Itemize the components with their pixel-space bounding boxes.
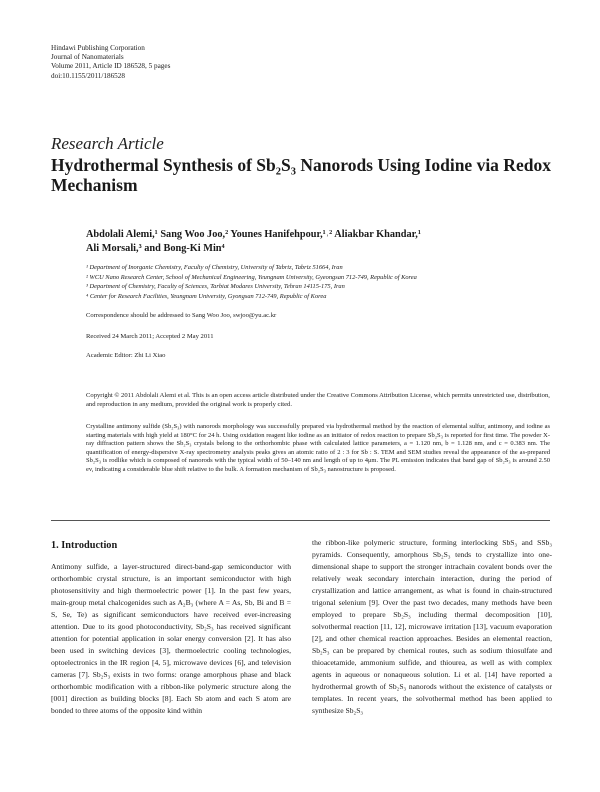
section-divider [51, 520, 550, 521]
author-list [86, 228, 556, 256]
affiliation-4: ⁴ Center for Research Facilities, Yeungnam University, Gyongsan 712-749, Republic of Korea [86, 292, 327, 300]
authors-line-1: Abdolali Alemi,¹ Sang Woo Joo,² Younes Hanifehpour,¹˒² Aliakbar Khandar,¹ [86, 229, 421, 240]
journal-header [51, 44, 170, 81]
authors-line-2: Ali Morsali,³ and Bong-Ki Min⁴ [86, 243, 225, 254]
academic-editor: Academic Editor: Zhi Li Xiao [86, 352, 166, 359]
body-column-left: Antimony sulfide, a layer-structured direct-band-gap semiconductor with orthorhombic crystal structure, is an important semiconductor with high photosensitivity and high thermoelectric power [1]. In the past few years, main-group metal chalcogenides such as A₂B₃ (where A = As, Sb, Bi and B = S, Se, Te) as significant semiconductors have received ever-increasing attention. Due to its good photoconductivity, Sb₂S₃ has received significant attention for potential application in solar energy conversion [2]. It has also been used in switching devices [3], thermoelectric cooling technologies, optoelectronics in the IR region [4, 5], microwave devices [6], and television cameras [7]. Sb₂S₃ exists in two forms: orange amorphous phase and black orthorhombic modification with a ribbon-like polymeric structure along the [001] direction as building blocks [8]. Each Sb atom and each S atom are bonded to three atoms of the opposite kind within [51, 562, 291, 715]
abstract: Crystalline antimony sulfide (Sb₂S₃) with nanorods morphology was successfully prepared via hydrothermal method by the reaction of elemental sulfur, antimony, and iodine as starting materials with high yield at 180°C for 24 h. Using oxidation reagent like iodine as an initiator of redox reaction to prepare Sb₂S₃ is reported for first time. The powder X-ray diffraction pattern shows the Sb₂S₃ crystals belong to the orthorhombic phase with calculated lattice parameters, a = 1.120 nm, b = 1.128 nm, and c = 0.383 nm. The quantification of energy-dispersive X-ray spectrometry analysis peaks gives an atomic ratio of 2 : 3 for Sb : S. TEM and SEM studies reveal the appearance of the as-prepared Sb₂S₃ is rodlike which is composed of nanorods with the typical width of 50–140 nm and length of up to 4μm. The PL emission indicates that band gap of Sb₂S₃ is around 2.50 ev, indicating a considerable blue shift relative to the bulk. A formation mechanism of Sb₂S₃ nanostructure is proposed. [86, 423, 550, 473]
volume-info: Volume 2011, Article ID 186528, 5 pages [51, 62, 171, 71]
affiliation-1: ¹ Department of Inorganic Chemistry, Faculty of Chemistry, University of Tabriz, Tabriz 51664, Iran [86, 264, 343, 271]
journal-name: Journal of Nanomaterials [51, 53, 124, 62]
doi: doi:10.1155/2011/186528 [51, 71, 125, 80]
affiliation-3: ³ Department of Chemistry, Faculty of Sciences, Tarbiat Modares University, Tehran 14115-175, Iran [86, 283, 345, 291]
body-column-right: the ribbon-like polymeric structure, forming interlocking SbS₃ and SSb₃ pyramids. Consequently, amorphous Sb₂S₃ tends to crystallize into one-dimensional shape to support the stronger intrachain covalent bonds over the relatively weak secondary interchain interaction, during the period of crystallization and lattice arrangement, as what is found in chain-structured trigonal selenium [9]. Over the past two decades, many methods have been employed to prepare Sb₂S₃ including thermal decomposition [10], solvothermal reaction [11, 12], microwave irritation [13], vacuum evaporation [2], and other chemical reaction approaches. Besides an elemental reaction, Sb₂S₃ can be prepared by chemical routes, such as sodium thiosulfate and thioacetamide, ammonium sulfide, and thiourea, as well as with complex agents in aqueous or nonaqueous solution. Li et al. [14] have reported a hydrothermal growth of Sb₂S₃ nanorods without the existence of catalysts or templates. In recent years, the solvothermal method has been applied to synthesize Sb₂S₃ [312, 538, 552, 715]
section-heading: 1. Introduction [51, 540, 118, 551]
correspondence: Correspondence should be addressed to Sang Woo Joo, swjoo@yu.ac.kr [86, 312, 277, 319]
copyright: Copyright © 2011 Abdolali Alemi et al. This is an open access article distributed under the Creative Commons Attribution License, which permits unrestricted use, distribution, and reproduction in any medium, provided the original work is properly cited. [86, 392, 550, 408]
affiliations [86, 263, 556, 301]
article-title: Hydrothermal Synthesis of Sb₂S₃ Nanorods Using Iodine via Redox Mechanism [51, 155, 551, 195]
publisher: Hindawi Publishing Corporation [51, 44, 145, 52]
affiliation-2: ² WCU Nano Research Center, School of Mechanical Engineering, Yeungnam University, Gyeongsan 712-749, Republic of Korea [86, 273, 417, 281]
article-type: Research Article [51, 134, 164, 153]
received-dates: Received 24 March 2011; Accepted 2 May 2011 [86, 333, 214, 340]
